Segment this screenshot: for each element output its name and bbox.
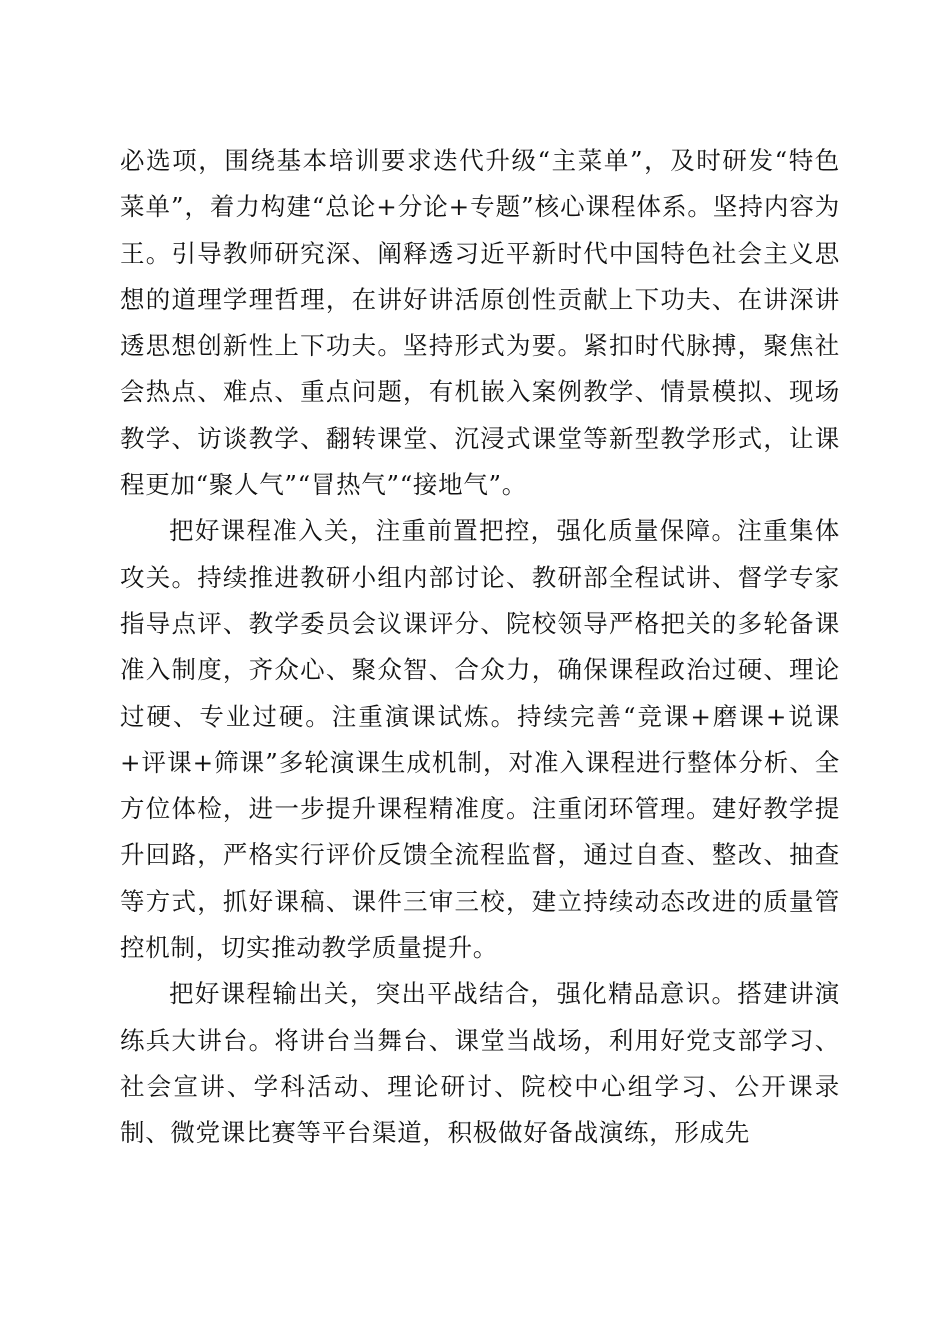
body-text [120, 138, 840, 1157]
paragraph-3: 把好课程输出关，突出平战结合，强化精品意识。搭建讲演练兵大讲台。将讲台当舞台、课堂当战场，利用好党支部学习、社会宣讲、学科活动、理论研讨、院校中心组学习、公开课录制、微党课比赛等平台渠道，积极做好备战演练，形成先 [120, 979, 840, 1148]
paragraph-1: 必选项，围绕基本培训要求迭代升级“主菜单”，及时研发“特色菜单”，着力构建“总论+分论+专题”核心课程体系。坚持内容为王。引导教师研究深、阐释透习近平新时代中国特色社会主义思想的道理学理哲理，在讲好讲活原创性贡献上下功夫、在讲深讲透思想创新性上下功夫。坚持形式为要。紧扣时代脉搏，聚焦社会热点、难点、重点问题，有机嵌入案例教学、情景模拟、现场教学、访谈教学、翻转课堂、沉浸式课堂等新型教学形式，让课程更加“聚人气”“冒热气”“接地气”。 [120, 146, 840, 500]
paragraph-2: 把好课程准入关，注重前置把控，强化质量保障。注重集体攻关。持续推进教研小组内部讨论、教研部全程试讲、督学专家指导点评、教学委员会议课评分、院校领导严格把关的多轮备课准入制度，齐众心、聚众智、合众力，确保课程政治过硬、理论过硬、专业过硬。注重演课试炼。持续完善“竞课+磨课+说课+评课+筛课”多轮演课生成机制，对准入课程进行整体分析、全方位体检，进一步提升课程精准度。注重闭环管理。建好教学提升回路，严格实行评价反馈全流程监督，通过自查、整改、抽查等方式，抓好课稿、课件三审三校，建立持续动态改进的质量管控机制，切实推动教学质量提升。 [120, 516, 840, 963]
